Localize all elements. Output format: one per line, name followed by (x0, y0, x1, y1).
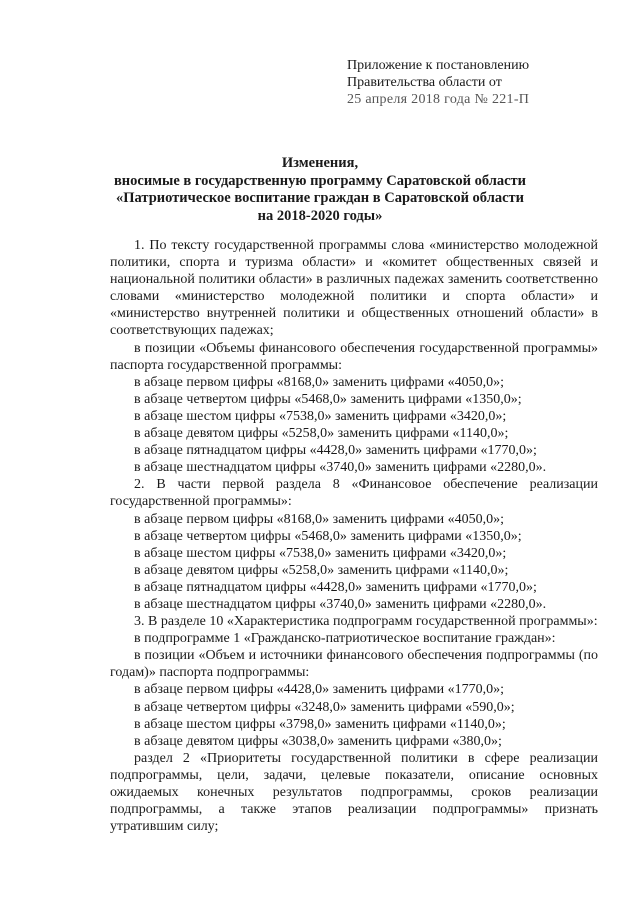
paragraph-subprogram-passport: в позиции «Объем и источники финансового обеспечения подпрограммы (по годам)» паспорта подпрограммы: (110, 648, 598, 681)
document-body (110, 237, 598, 835)
title-line-1: Изменения, (281, 155, 359, 171)
paragraph-3: 3. В разделе 10 «Характеристика подпрограмм государственной программы»: (134, 614, 598, 630)
list-item: в абзаце первом цифры «8168,0» заменить цифрами «4050,0»; (134, 511, 504, 527)
paragraph-2: 2. В части первой раздела 8 «Финансовое обеспечение реализации государственной программы»: (110, 477, 598, 510)
list-item: в абзаце четвертом цифры «5468,0» заменить цифрами «1350,0»; (134, 528, 522, 544)
list-item: в абзаце девятом цифры «5258,0» заменить цифрами «1140,0»; (134, 562, 509, 578)
paragraph-passport-position: в позиции «Объемы финансового обеспечения государственной программы» паспорта государственной программы: (110, 340, 598, 373)
appendix-line-1: Приложение к постановлению (347, 58, 530, 73)
document-title (60, 155, 580, 225)
list-item: в абзаце шестом цифры «3798,0» заменить цифрами «1140,0»; (134, 716, 506, 732)
list-item: в абзаце шестнадцатом цифры «3740,0» заменить цифрами «2280,0». (134, 596, 547, 612)
list-item: в абзаце девятом цифры «3038,0» заменить цифрами «380,0»; (134, 733, 502, 749)
list-item: в абзаце первом цифры «4428,0» заменить цифрами «1770,0»; (134, 682, 504, 698)
paragraph-subprogram-1: в подпрограмме 1 «Гражданско-патриотическое воспитание граждан»: (134, 631, 556, 647)
appendix-line-2: Правительства области от (347, 75, 502, 90)
appendix-date-stamp: 25 апреля 2018 года № 221-П (347, 92, 530, 107)
list-item: в абзаце шестнадцатом цифры «3740,0» заменить цифрами «2280,0». (134, 460, 547, 476)
paragraph-section-2-repeal: раздел 2 «Приоритеты государственной политики в сфере реализации подпрограммы, цели, задачи, целевые показатели, описание основных ожидаемых конечных результатов подпрограммы, сроков реализации подпрограммы, а также этапов реализации подпрограммы» признать утратившим силу; (110, 750, 598, 835)
list-item: в абзаце девятом цифры «5258,0» заменить цифрами «1140,0»; (134, 426, 509, 442)
list-item: в абзаце шестом цифры «7538,0» заменить цифрами «3420,0»; (134, 545, 507, 561)
list-item: в абзаце первом цифры «8168,0» заменить цифрами «4050,0»; (134, 374, 504, 390)
list-item: в абзаце четвертом цифры «3248,0» заменить цифрами «590,0»; (134, 699, 515, 715)
title-line-3: «Патриотическое воспитание граждан в Саратовской области (116, 190, 524, 206)
list-item: в абзаце пятнадцатом цифры «4428,0» заменить цифрами «1770,0»; (134, 443, 537, 459)
appendix-note (347, 57, 607, 108)
title-line-4: на 2018-2020 годы» (257, 207, 383, 224)
list-item: в абзаце пятнадцатом цифры «4428,0» заменить цифрами «1770,0»; (134, 579, 537, 595)
list-item: в абзаце шестом цифры «7538,0» заменить цифрами «3420,0»; (134, 408, 507, 424)
title-line-2: вносимые в государственную программу Саратовской области (113, 172, 527, 189)
paragraph-1: 1. По тексту государственной программы слова «министерство молодежной политики, спорта и туризма области» и «комитет общественных связей и национальной политики области» в различных падежах заменить соответственно словами «министерство молодежной политики и спорта области» и «министерство внутренней политики и общественных отношений области» в соответствующих падежах; (110, 238, 598, 339)
list-item: в абзаце четвертом цифры «5468,0» заменить цифрами «1350,0»; (134, 391, 522, 407)
